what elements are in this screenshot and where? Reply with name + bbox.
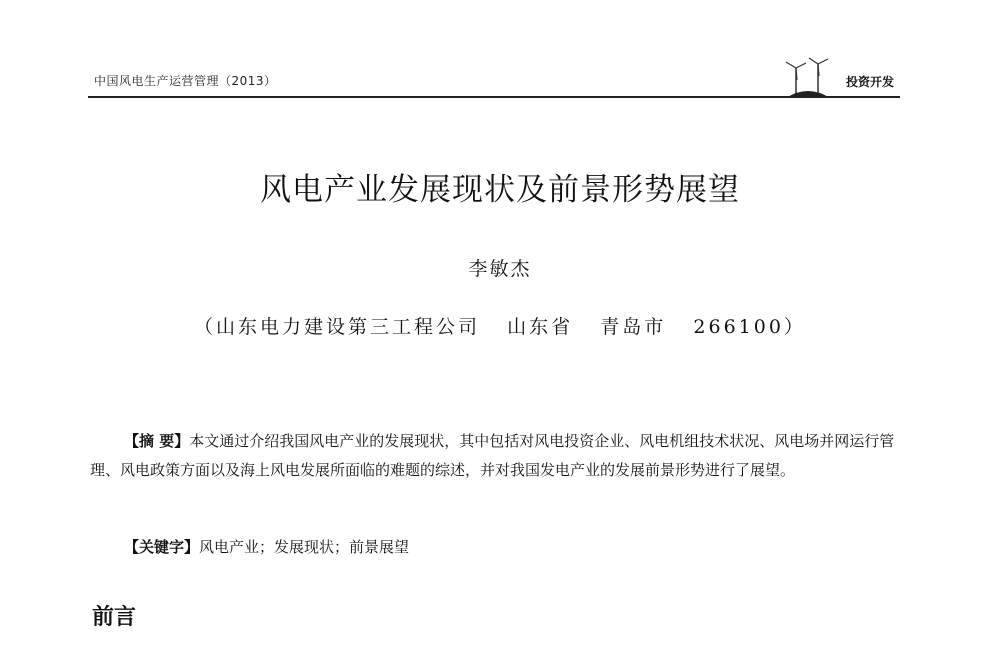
running-header	[88, 56, 900, 96]
journal-name: 中国风电生产运营管理（2013）	[94, 74, 277, 88]
keywords-label: 【关键字】	[124, 538, 200, 556]
abstract	[90, 427, 904, 485]
author-name: 李敏杰	[468, 258, 532, 280]
abstract-text: 本文通过介绍我国风电产业的发展现状，其中包括对风电投资企业、风电机组技术状况、风电场并网运行管理、风电政策方面以及海上风电发展所面临的难题的综述，并对我国发电产业的发展前景形势进行了展望。	[90, 432, 895, 479]
keywords	[90, 533, 904, 562]
wind-turbines-icon	[778, 56, 838, 98]
abstract-label: 【摘 要】	[124, 432, 190, 450]
header-rule	[88, 96, 900, 98]
section-heading: 前言	[92, 605, 137, 630]
section-name: 投资开发	[845, 75, 894, 89]
keywords-text: 风电产业；发展现状；前景展望	[199, 538, 410, 556]
author-affiliation: （山东电力建设第三工程公司 山东省 青岛市 266100）	[194, 316, 806, 338]
paper-title: 风电产业发展现状及前景形势展望	[260, 172, 740, 208]
